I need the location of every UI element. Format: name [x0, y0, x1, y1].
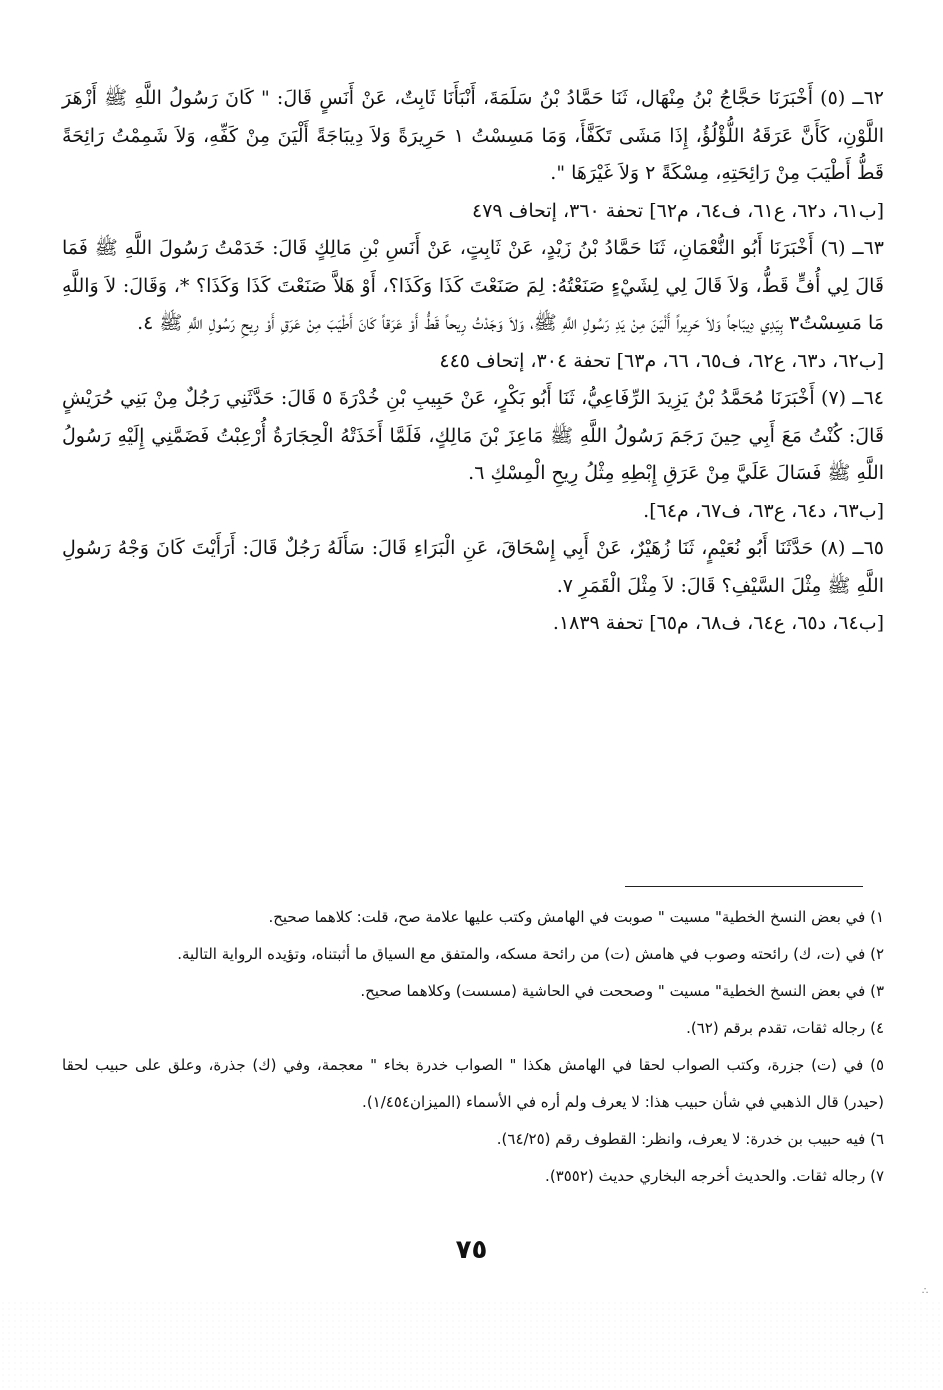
- footnote-4: ٤) رجاله ثقات، تقدم برقم (٦٢).: [686, 1019, 884, 1037]
- hadith-65-reference: [ب٦٤، د٦٥، ع٦٤، ف٦٨، م٦٥] تحفة ١٨٣٩.: [552, 612, 884, 634]
- footnotes: [62, 899, 884, 1195]
- hadith-65: ٦٥ــ (٨) حَدَّثَنَا أَبُو نُعَيْمٍ، ثَنَا زُهَيْرٌ، عَنْ أَبِي إِسْحَاقَ، عَنِ الْبَرَاءِ قَالَ: سَأَلَهُ رَجُلٌ قَالَ: أَرَأَيْتَ كَانَ وَجْهُ رَسُولِ اللَّهِ ﷺ مِثْلَ السَّيْفِ؟ قَالَ: لاَ مِثْلَ الْقَمَرِ ٧.: [62, 537, 884, 597]
- scan-noise: [0, 1300, 943, 1390]
- hadith-62-reference: [ب٦١، د٦٢، ع٦١، ف٦٤، م٦٢] تحفة ٣٦٠، إتحاف ٤٧٩: [471, 199, 884, 222]
- page-number: ٧٥: [455, 1235, 488, 1265]
- footnote-1: ١) في بعض النسخ الخطية" مسيت " صوبت في الهامش وكتب عليها علامة صح، قلت: كلاهما صحيح.: [268, 908, 884, 926]
- footnote-6: ٦) فيه حبيب بن خدرة: لا يعرف، وانظر: القطوف رقم (٦٤/٢٥).: [496, 1130, 884, 1148]
- hadith-64: ٦٤ــ (٧) أَخْبَرَنَا مُحَمَّدُ بْنُ يَزِيدَ الرِّفَاعِيُّ، ثَنَا أَبُو بَكْرٍ، عَنْ حَبِيبِ بْنِ خُدْرَةَ ٥ قَالَ: حَدَّثَنِي رَجُلٌ مِنْ بَنِي حُرَيْشٍ قَالَ: كُنْتُ مَعَ أَبِي حِينَ رَجَمَ رَسُولُ اللَّهِ ﷺ مَاعِزَ بْنَ مَالِكٍ، فَلَمَّا أَخَذَتْهُ الْحِجَارَةُ أُرْعِبْتُ فَضَمَّنِي إِلَيْهِ رَسُولُ اللَّهِ ﷺ فَسَالَ عَلَيَّ مِنْ عَرَقِ إِبْطِهِ مِثْلُ رِيحِ الْمِسْكِ ٦.: [62, 387, 884, 484]
- footnote-2: ٢) في (ت، ك) رائحته وصوب في هامش (ت) من رائحة مسكه، والمتفق مع السياق ما أثبتناه، وتؤيده الرواية التالية.: [177, 945, 884, 963]
- scan-edge-mark: ∴: [922, 1286, 929, 1297]
- footnote-separator: [625, 886, 863, 887]
- footnote-7: ٧) رجاله ثقات. والحديث أخرجه البخاري حديث (٣٥٥٢).: [545, 1167, 884, 1185]
- hadith-62: ٦٢ــ (٥) أَخْبَرَنَا حَجَّاجُ بْنُ مِنْهَال، ثَنَا حَمَّادُ بْنُ سَلَمَةَ، أَنْبَأَنَا ثَابِتٌ، عَنْ أَنَسٍ قَالَ: " كَانَ رَسُولُ اللَّهِ ﷺ أَزْهَرَ اللَّوْنِ، كَأَنَّ عَرَقَهُ اللُّؤْلُؤُ، إِذَا مَشَى تَكَفَّأَ، وَمَا مَسِسْتُ ١ حَرِيرَةً وَلاَ دِيبَاجَةً أَلْيَنَ مِنْ كَفِّهِ، وَلاَ شَمِمْتُ رَائِحَةً قَطُّ أَطْيَبَ مِنْ رَائِحَتِهِ، مِسْكَةً ٢ وَلاَ غَيْرَهَا ".: [62, 87, 885, 184]
- hadith-64-reference: [ب٦٣، د٦٤، ع٦٣، ف٦٧، م٦٤].: [643, 499, 884, 522]
- hadith-63-reference: [ب٦٢، د٦٣، ع٦٢، ف٦٥، ٦٦، م٦٣] تحفة ٣٠٤، إتحاف ٤٤٥: [439, 349, 884, 372]
- hadith-63: ٦٣ــ (٦) أَخْبَرَنَا أَبُو النُّعْمَانِ، ثَنَا حَمَّادُ بْنُ زَيْدٍ، عَنْ ثَابِتٍ، عَنْ أَنَسِ بْنِ مَالِكٍ قَالَ: خَدَمْتُ رَسُولَ اللَّهِ ﷺ فَمَا قَالَ لِي أُفٍّ قَطُّ، وَلاَ قَالَ لِي لِشَيْءٍ صَنَعْتُهُ: لِمَ صَنَعْتَ كَذَا وَكَذَا؟، أَوْ هَلاَّ صَنَعْتَ كَذَا وَكَذَا؟ *، وَقَالَ: لاَ وَاللَّهِ مَا مَسِسْتُ٣ بِيَدِي دِيبَاجاً وَلاَ حَرِيراً أَلْيَنَ مِنْ يَدِ رَسُولِ اللَّهِ ﷺ، وَلاَ وَجَدْتُ رِيحاً قَطُّ أَوْ عَرَقاً كَانَ أَطْيَبَ مِنْ عَرَقِ أَوْ رِيحِ رَسُولِ اللَّهِ ﷺ ٤.: [62, 237, 884, 334]
- main-text: [62, 80, 884, 643]
- footnote-5: ٥) في (ت) جزرة، وكتب الصواب لحقا في الهامش هكذا " الصواب خدرة بخاء " معجمة، وفي (ك) جذرة، وعلق على حبيب لحقا (حيدر) قال الذهبي في شأن حبيب هذا: لا يعرف ولم أره في الأسماء (الميزان١/٤٥٤).: [62, 1056, 884, 1111]
- footnote-3: ٣) في بعض النسخ الخطية" مسيت " وصححت في الحاشية (مسست) وكلاهما صحيح.: [360, 982, 884, 1000]
